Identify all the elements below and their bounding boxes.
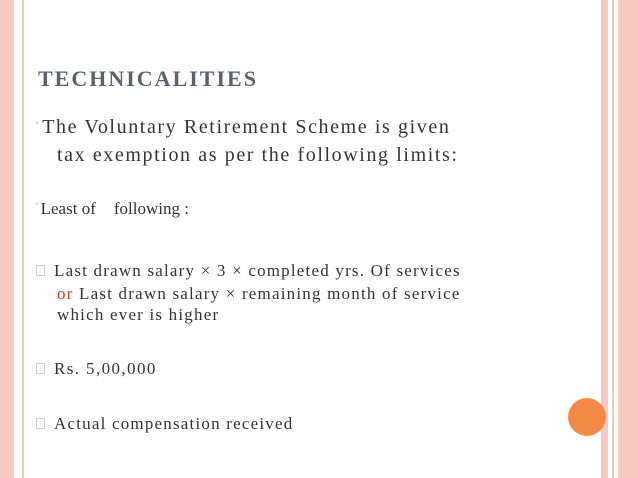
bullet-3 <box>36 414 293 434</box>
checkbox-bullet-icon <box>36 265 45 276</box>
checkbox-bullet-icon <box>36 418 45 429</box>
intro-text-1: The Voluntary Retirement Scheme is given <box>42 116 451 138</box>
checkbox-bullet-icon <box>36 363 45 374</box>
least-of-line <box>36 199 189 219</box>
bullet-3-text: Actual compensation received <box>54 414 294 433</box>
bullet-1-text-1: Last drawn salary × 3 × completed yrs. Of services <box>54 261 461 280</box>
left-border-band <box>0 0 14 478</box>
bullet-mark-icon: ′ <box>36 199 39 213</box>
intro-line-2: tax exemption as per the following limits: <box>57 144 459 166</box>
or-highlight: or <box>57 284 74 303</box>
slide-title: TECHNICALITIES <box>38 66 258 91</box>
bullet-1-line-1 <box>36 261 461 281</box>
bullet-1-line-2 <box>57 284 461 304</box>
bullet-1-text-2: Last drawn salary × remaining month of service <box>79 284 461 303</box>
right-border-line <box>612 0 614 478</box>
least-of-label: Least of <box>40 199 96 218</box>
left-border-line <box>22 0 24 478</box>
bullet-2 <box>36 359 157 379</box>
bullet-2-text: Rs. 5,00,000 <box>54 359 157 378</box>
bullet-1-line-3: which ever is higher <box>57 305 220 324</box>
intro-line-1 <box>36 116 450 139</box>
least-of-following: following : <box>113 199 189 218</box>
orange-circle-decoration <box>568 398 606 436</box>
bullet-mark-icon: ′ <box>36 118 41 132</box>
right-border-band-outer <box>618 0 638 478</box>
